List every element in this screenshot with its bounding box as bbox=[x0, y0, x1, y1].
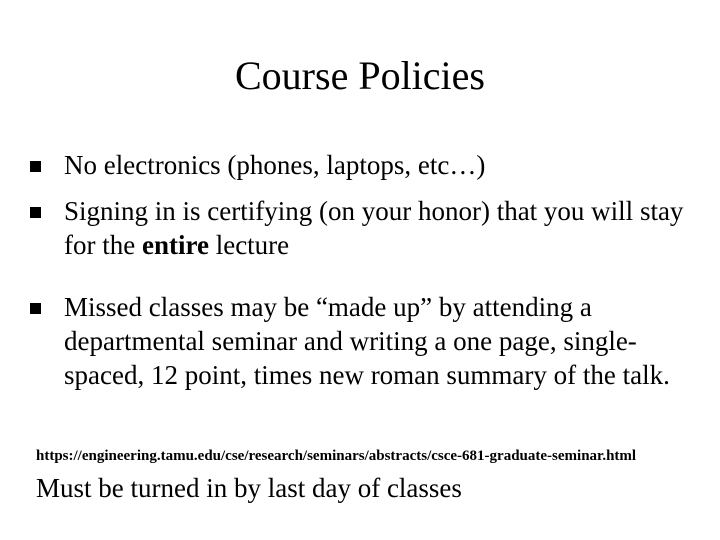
square-bullet-icon bbox=[30, 207, 41, 218]
bullet-text: Missed classes may be “made up” by attending a departmental seminar and writing a one page, single-spaced, 12 point, times new roman summary of the talk. bbox=[64, 292, 670, 390]
bullet-item-electronics bbox=[30, 148, 700, 182]
square-bullet-icon bbox=[30, 161, 41, 172]
deadline-note: Must be turned in by last day of classes bbox=[36, 473, 462, 503]
bullet-text: No electronics (phones, laptops, etc…) bbox=[64, 150, 486, 180]
bullet-item-sign-in bbox=[30, 194, 700, 262]
bullet-text bbox=[64, 194, 700, 262]
slide-title: Course Policies bbox=[235, 53, 485, 98]
bullet-text-end: lecture bbox=[208, 230, 290, 260]
bullet-item-missed-classes bbox=[30, 290, 700, 392]
bullet-text-emphasis: entire bbox=[141, 230, 209, 260]
seminar-url-link[interactable]: https://engineering.tamu.edu/cse/research/seminars/abstracts/csce-681-graduate-seminar.html bbox=[36, 448, 637, 464]
bullet-text-start: Signing in is certifying (on your honor) that you will stay for the bbox=[64, 196, 684, 260]
square-bullet-icon bbox=[30, 303, 41, 314]
